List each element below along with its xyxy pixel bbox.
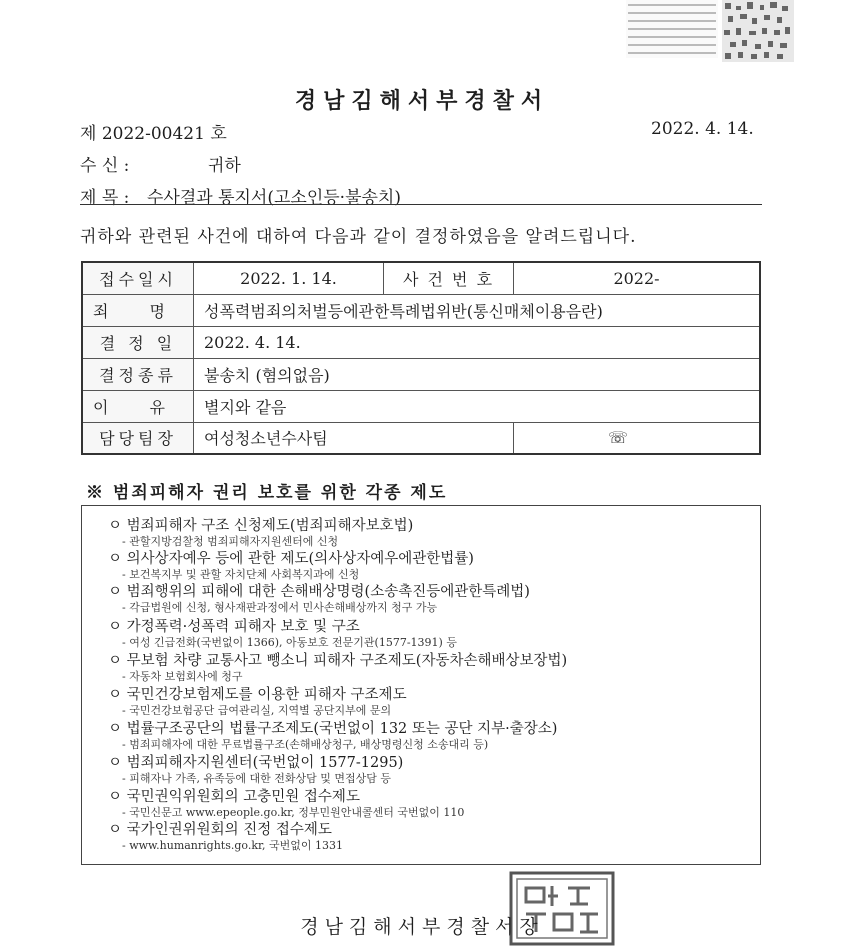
reason: 별지와 같음 (194, 390, 761, 422)
team-leader: 여성청소년수사팀 (194, 422, 514, 454)
rights-item-main: ㅇ 무보험 차량 교통사고 뺑소니 피해자 구조제도(자동차손해배상보장법) (108, 653, 568, 669)
list-item (108, 551, 474, 581)
rights-item-main: ㅇ 범죄피해자지원센터(국번없이 1577-1295) (108, 755, 404, 771)
rights-item-sub: - 여성 긴급전화(국번없이 1366), 아동보호 전문기관(1577-1391) 등 (122, 636, 457, 649)
list-item (108, 721, 557, 751)
rights-item-sub: - 피해자나 가족, 유족등에 대한 전화상담 및 면접상담 등 (122, 772, 391, 785)
decision-type: 불송치 (혐의없음) (194, 358, 761, 390)
list-item (108, 687, 407, 717)
rights-item-main: ㅇ 법률구조공단의 법률구조제도(국번없이 132 또는 공단 지부·출장소) (108, 721, 558, 737)
rights-item-main: ㅇ 범죄행위의 피해에 대한 손해배상명령(소송촉진등에관한특례법) (108, 584, 530, 600)
rights-item-sub: - 각급법원에 신청, 형사재판과정에서 민사손해배상까지 청구 가능 (122, 601, 438, 614)
list-item (108, 653, 567, 683)
table-row (82, 358, 760, 390)
team-leader-label: 담당팀장 (82, 422, 194, 454)
case-number: 2022- (514, 262, 761, 294)
rights-section-title: ※ 범죄피해자 권리 보호를 위한 각종 제도 (86, 483, 448, 503)
list-item (108, 755, 403, 785)
list-item (108, 518, 413, 548)
subject: 수사결과 통지서(고소인등·불송치) (147, 188, 401, 208)
rights-item-sub: - 국민신문고 www.epeople.go.kr, 정부민원안내콜센터 국번없이 110 (122, 806, 465, 819)
subject-label: 제 목 : (80, 188, 130, 208)
case-info-table (81, 261, 761, 455)
phone-icon: ☏ (608, 428, 629, 448)
decision-date: 2022. 4. 14. (194, 326, 761, 358)
document-title: 경남김해서부경찰서 (294, 88, 550, 114)
receipt-date-label: 접수일시 (82, 262, 194, 294)
rights-item-main: ㅇ 국가인권위원회의 진정 접수제도 (108, 822, 332, 838)
signature-line: 경남김해서부경찰서장 (300, 916, 544, 938)
table-row (82, 390, 760, 422)
charge: 성폭력범죄의처벌등에관한특례법위반(통신매체이용음란) (194, 294, 761, 326)
qr-code-icon (722, 0, 794, 62)
rights-item-sub: - 관할지방검찰청 범죄피해자지원센터에 신청 (122, 535, 339, 548)
receipt-date: 2022. 1. 14. (194, 262, 384, 294)
list-item (108, 584, 530, 614)
recipient-label: 수 신 : (80, 156, 130, 176)
rights-item-main: ㅇ 가정폭력·성폭력 피해자 보호 및 구조 (108, 619, 360, 635)
document-number: 제 2022-00421 호 (80, 124, 227, 144)
rights-item-sub: - 자동차 보험회사에 청구 (122, 670, 243, 683)
document-date: 2022. 4. 14. (651, 119, 754, 139)
decision-type-label: 결정종류 (82, 358, 194, 390)
intro-text: 귀하와 관련된 사건에 대하여 다음과 같이 결정하였음을 알려드립니다. (80, 227, 637, 247)
rights-item-sub: - 보건복지부 및 관할 자치단체 사회복지과에 신청 (122, 568, 360, 581)
rights-item-sub: - 범죄피해자에 대한 무료법률구조(손해배상청구, 배상명령신청 소송대리 등) (122, 738, 489, 751)
rights-item-sub: - 국민건강보험공단 급여관리실, 지역별 공단지부에 문의 (122, 704, 392, 717)
charge-label: 죄 명 (82, 294, 194, 326)
case-number-label: 사 건 번 호 (384, 262, 514, 294)
table-row (82, 294, 760, 326)
decision-date-label: 결 정 일 (82, 326, 194, 358)
table-row (82, 262, 760, 294)
rights-item-main: ㅇ 국민권익위원회의 고충민원 접수제도 (108, 789, 360, 805)
rights-item-sub: - www.humanrights.go.kr, 국번없이 1331 (122, 839, 344, 852)
list-item (108, 619, 457, 649)
rights-item-main: ㅇ 의사상자예우 등에 관한 제도(의사상자예우에관한법률) (108, 551, 474, 567)
recipient: 귀하 (208, 156, 241, 176)
reason-label: 이 유 (82, 390, 194, 422)
table-row (82, 326, 760, 358)
barcode-stamp (626, 0, 718, 58)
list-item (108, 822, 343, 852)
list-item (108, 789, 464, 819)
rights-item-main: ㅇ 국민건강보험제도를 이용한 피해자 구조제도 (108, 687, 407, 703)
table-row (82, 422, 760, 454)
header-divider (80, 204, 762, 205)
phone-cell (514, 422, 761, 454)
rights-item-main: ㅇ 범죄피해자 구조 신청제도(범죄피해자보호법) (108, 518, 414, 534)
